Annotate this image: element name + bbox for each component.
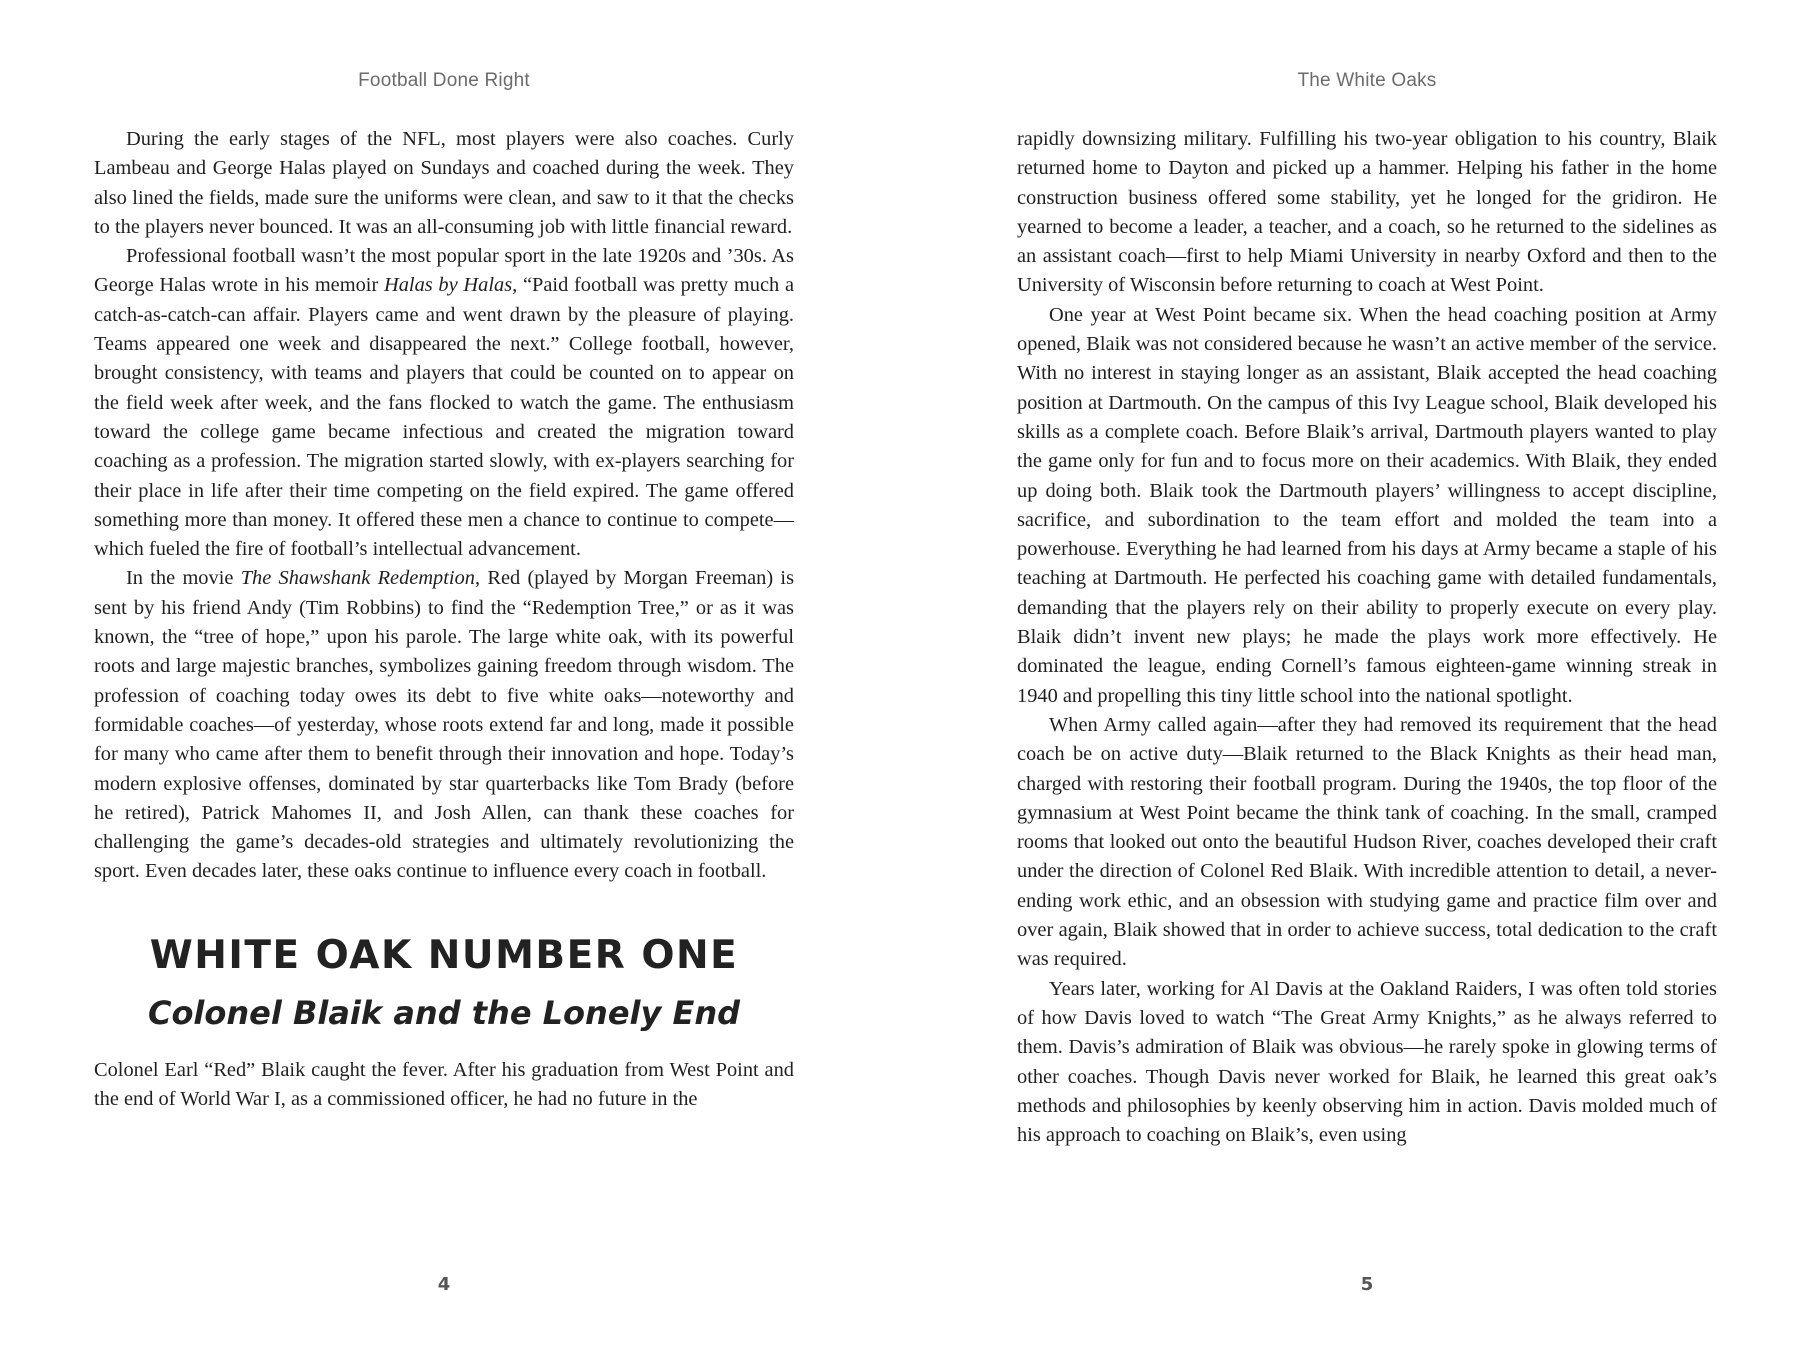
text-span: In the movie [126, 567, 241, 590]
paragraph: One year at West Point became six. When the head coaching position at Army opened, Blaik was not considered because he wasn’t an active member of the service. With no interest in staying longer as an assistant, Blaik accepted the head coaching position at Dartmouth. On the campus of this Ivy League school, Blaik developed his skills as a complete coach. Before Blaik’s arrival, Dartmouth players wanted to play the game only for fun and to focus more on their academics. With Blaik, they ended up doing both. Blaik took the Dartmouth players’ willingness to accept discipline, sacrifice, and subordination to the team effort and molded the team into a powerhouse. Everything he had learned from his days at Army became a staple of his teaching at Dartmouth. He perfected his coaching game with detailed fundamentals, demanding that the players rely on their ability to properly execute on every play. Blaik didn’t invent new plays; he made the plays work more effectively. He dominated the league, ending Cornell’s famous eighteen-game winning streak in 1940 and propelling this tiny little school into the national spotlight. [1017, 303, 1717, 707]
right-body-text [1017, 125, 1717, 1150]
paragraph: When Army called again—after they had removed its requirement that the head coach be on active duty—Blaik returned to the Black Knights as their head man, charged with restoring their football program. During the 1940s, the top floor of the gymnasium at West Point became the think tank of coaching. In the small, cramped rooms that looked out onto the beautiful Hudson River, coaches developed their craft under the direction of Colonel Red Blaik. With incredible attention to detail, a never-ending work ethic, and an obsession with studying game and practice film over and over again, Blaik showed that in order to achieve success, total dedication to the craft was required. [1017, 713, 1717, 971]
movie-title: The Shawshank Redemption [240, 567, 475, 590]
text-span: Professional football wasn’t the most popular sport in the late 1920s and ’30s. As George Halas wrote in his memoir [94, 245, 794, 297]
book-title: Halas by Halas [383, 274, 513, 297]
paragraph: Colonel Earl “Red” Blaik caught the fever. After his graduation from West Point and the end of World War I, as a commissioned officer, he had no future in the [94, 1058, 794, 1111]
paragraph: During the early stages of the NFL, most players were also coaches. Curly Lambeau and George Halas played on Sundays and coached during the week. They also lined the fields, made sure the uniforms were clean, and saw to it that the checks to the players never bounced. It was an all-consuming job with little financial reward. [94, 128, 794, 238]
left-page [94, 0, 794, 1350]
chapter-subtitle: Colonel Blaik and the Lonely End [147, 993, 741, 1032]
chapter-title: WHITE OAK NUMBER ONE [149, 932, 739, 978]
right-page [1017, 0, 1717, 1350]
running-head: Football Done Right [358, 70, 530, 91]
page-number: 5 [1360, 1274, 1374, 1295]
paragraph: Years later, working for Al Davis at the Oakland Raiders, I was often told stories of how Davis loved to watch “The Great Army Knights,” as he always referred to them. Davis’s admiration of Blaik was obvious—he rarely spoke in glowing terms of other coaches. Though Davis never worked for Blaik, he learned this great oak’s methods and philosophies by keenly observing him in action. Davis molded much of his approach to coaching on Blaik’s, even using [1017, 977, 1717, 1147]
text-span: , Red (played by Morgan Freeman) is sent by his friend Andy (Tim Robbins) to find the “Redemption Tree,” or as it was known, the “tree of hope,” upon his parole. The large white oak, with its powerful roots and large majestic branches, symbolizes gaining freedom through wisdom. The profession of coaching today owes its debt to five white oaks—noteworthy and formidable coaches—of yesterday, whose roots extend far and long, made it possible for many who came after them to benefit through their innovation and hope. Today’s modern explosive offenses, dominated by star quarterbacks like Tom Brady (before he retired), Patrick Mahomes II, and Josh Allen, can thank these coaches for challenging the game’s decades-old strategies and ultimately revolutionizing the sport. Even decades later, these oaks continue to influence every coach in football. [94, 567, 795, 883]
page-number: 4 [437, 1274, 451, 1295]
paragraph: rapidly downsizing military. Fulfilling his two-year obligation to his country, Blaik returned home to Dayton and picked up a hammer. Helping his father in the home construction business offered some stability, yet he longed for the gridiron. He yearned to become a leader, a teacher, and a coach, so he returned to the sidelines as an assistant coach—first to help Miami University in nearby Oxford and then to the University of Wisconsin before returning to coach at West Point. [1017, 128, 1717, 297]
left-body-text [94, 125, 794, 1114]
running-head: The White Oaks [1297, 70, 1437, 91]
text-span: , “Paid football was pretty much a catch-as-catch-can affair. Players came and went drawn by the pleasure of playing. Teams appeared one week and disappeared the next.” College football, however, brought consistency, with teams and players that could be counted on to appear on the field week after week, and the fans flocked to watch the game. The enthusiasm toward the college game became infectious and created the migration toward coaching as a profession. The migration started slowly, with ex-players searching for their place in life after their time competing on the field expired. The game offered something more than money. It offered these men a chance to continue to compete—which fueled the fire of football’s intellectual advancement. [94, 274, 794, 561]
paragraph [94, 242, 794, 564]
paragraph [94, 564, 794, 886]
